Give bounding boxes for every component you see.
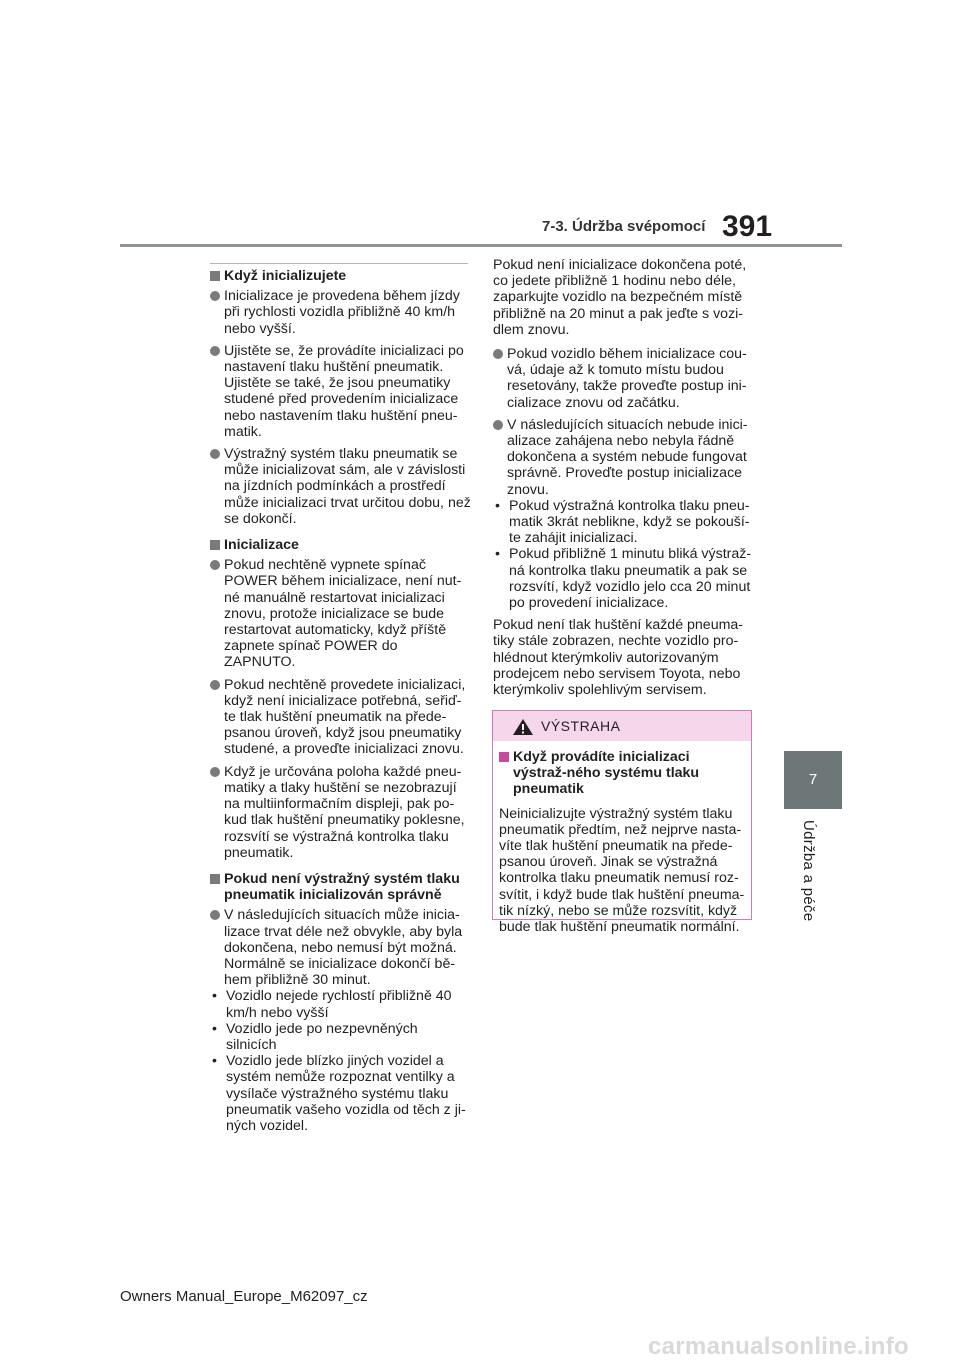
warning-heading: [499, 749, 745, 798]
list-item: [210, 764, 472, 861]
circle-bullet-icon: [210, 560, 220, 570]
circle-bullet-icon: [210, 910, 220, 920]
warning-triangle-icon: [512, 718, 534, 736]
watermark-logo: carmanualsonline.info: [648, 1333, 910, 1360]
item-text: Vozidlo jede blízko jiných vozidel a systém nemůže rozpoznat ventilky a vysílače výstražného systému tlaku pneumatik vašeho vozidla od těch z ji-ných vozidel.: [226, 1053, 466, 1134]
square-bullet-icon: [499, 752, 509, 762]
item-text: Pokud přibližně 1 minutu bliká výstraž-ná kontrolka tlaku pneumatik a pak se rozsvítí, když vozidlo jelo cca 20 minut po provedení inicializace.: [509, 546, 752, 612]
list-item: [210, 288, 472, 337]
paragraph: Pokud není inicializace dokončena poté, co jedete přibližně 1 hodinu nebo déle, zaparkujte vozidlo na bezpečném místě přibližně na 20 minut a pak jeďte s vozi-dlem znovu.: [493, 257, 747, 338]
chapter-title: Údržba a péče: [800, 820, 817, 922]
heading-text: Když inicializujete: [224, 268, 347, 284]
item-text: Pokud výstražná kontrolka tlaku pneu-matik 3krát neblikne, když se pokouší-te zahájit inicializaci.: [509, 497, 750, 547]
circle-bullet-icon: [493, 349, 503, 359]
item-text: Pokud vozidlo během inicializace cou-vá, údaje až k tomuto místu budou resetovány, takže proveďte postup ini-cializace znovu od začátku.: [507, 346, 747, 411]
circle-bullet-icon: [493, 420, 503, 430]
sub-list-item: [493, 498, 755, 547]
item-text: Když je určována poloha každé pneu-matiky a tlaky huštění se nezobrazují na multiinformačním displeji, pak po-kud tlak huštění pneumatiky poklesne, rozsvítí se výstražná kontrolka tlaku pneumatik.: [224, 763, 465, 861]
heading-text: Inicializace: [224, 537, 299, 554]
item-text: Ujistěte se, že provádíte inicializaci po nastavení tlaku huštění pneumatik. Ujistěte se také, že jsou pneumatiky studené před provedením inicializace nebo nastavením tlaku huštění pneu-matik.: [224, 342, 464, 440]
sub-list-item: [210, 988, 472, 1020]
list-item: [210, 907, 472, 988]
warning-label: VÝSTRAHA: [541, 718, 621, 734]
item-text: Výstražný systém tlaku pneumatik se může inicializovat sám, ale v závislosti na jízdních podmínkách a prostředí může inicializaci trvat určitou dobu, než se dokončí.: [224, 446, 471, 527]
chapter-tab: 7: [784, 751, 842, 809]
sub-list-item: [210, 1021, 472, 1053]
dot-bullet-icon: •: [495, 497, 500, 514]
dot-bullet-icon: •: [212, 1053, 217, 1070]
header-rule: [120, 244, 842, 247]
heading-text: Pokud není výstražný systém tlaku pneumatik inicializován správně: [224, 870, 460, 904]
square-bullet-icon: [210, 874, 220, 884]
item-text: V následujících situacích může inicia-lizace trvat déle než obvykle, aby byla dokončena, nebo nemusí být možná. Normálně se inicializace dokončí bě-hem přibližně 30 minut.: [224, 907, 463, 989]
dot-bullet-icon: •: [212, 1020, 217, 1037]
warning-text: Neinicializujte výstražný systém tlaku pneumatik předtím, než nejprve nasta-víte tlak huštění pneumatik na přede-psanou úroveň. Jinak se výstražná kontrolka tlaku pneumatik nemusí roz-svítit, i když bude tlak huštění pneuma-tik nízký, nebo se může rozsvítit, když bude tlak huštění pneumatik normální.: [499, 805, 745, 936]
section-heading: [210, 268, 472, 284]
square-bullet-icon: [210, 271, 220, 281]
dot-bullet-icon: •: [212, 988, 217, 1005]
warning-header: [493, 711, 751, 741]
paragraph: Pokud není tlak huštění každé pneuma-tiky stále zobrazen, nechte vozidlo pro-hlédnout kterýmkoliv autorizovaným prodejcem nebo servisem Toyota, nebo kterýmkoliv spolehlivým servisem.: [493, 617, 744, 699]
right-column: [493, 257, 755, 706]
section-heading: [210, 537, 472, 553]
dot-bullet-icon: •: [495, 546, 500, 563]
list-item: [210, 677, 472, 758]
list-item: [210, 557, 472, 670]
circle-bullet-icon: [210, 680, 220, 690]
circle-bullet-icon: [210, 291, 220, 301]
list-item: [493, 346, 755, 411]
square-bullet-icon: [210, 540, 220, 550]
sub-list-item: [210, 1053, 472, 1134]
item-text: Pokud nechtěně vypnete spínač POWER během inicializace, není nut-né manuálně restartovat inicializaci znovu, protože inicializace se bude restartovat automaticky, když příště zapnete spínač POWER do ZAPNUTO.: [224, 557, 462, 671]
warning-body: [493, 741, 751, 935]
heading-text: Když provádíte inicializaci výstraž-ného systému tlaku pneumatik: [513, 749, 700, 798]
item-text: Inicializace je provedena během jízdy při rychlosti vozidla přibližně 40 km/h nebo vyšší.: [224, 288, 460, 337]
page-number: 391: [722, 210, 773, 243]
circle-bullet-icon: [210, 346, 220, 356]
item-text: Vozidlo nejede rychlostí přibližně 40 km/h nebo vyšší: [226, 988, 452, 1021]
circle-bullet-icon: [210, 767, 220, 777]
list-item: [210, 343, 472, 440]
warning-box: [492, 710, 752, 936]
circle-bullet-icon: [210, 449, 220, 459]
item-text: Pokud nechtěně provedete inicializaci, když není inicializace potřebná, seřiď-te tlak huštění pneumatik na přede-psanou úroveň, když jsou pneumatiky studené, a proveďte inicializaci znovu.: [224, 676, 466, 758]
sub-list-item: [493, 546, 755, 611]
left-column: [210, 262, 472, 1134]
item-text: Vozidlo jede po nezpevněných silnicích: [226, 1020, 418, 1053]
section-title: 7-3. Údržba svépomocí: [542, 218, 706, 235]
list-item: [493, 417, 755, 498]
item-text: V následujících situacích nebude inici-alizace zahájena nebo nebyla řádně dokončena a systém nebude fungovat správně. Proveďte postup inicializace znovu.: [507, 416, 748, 498]
list-item: [210, 446, 472, 527]
section-heading: [210, 871, 472, 903]
footer-text: Owners Manual_Europe_M62097_cz: [120, 1288, 368, 1305]
